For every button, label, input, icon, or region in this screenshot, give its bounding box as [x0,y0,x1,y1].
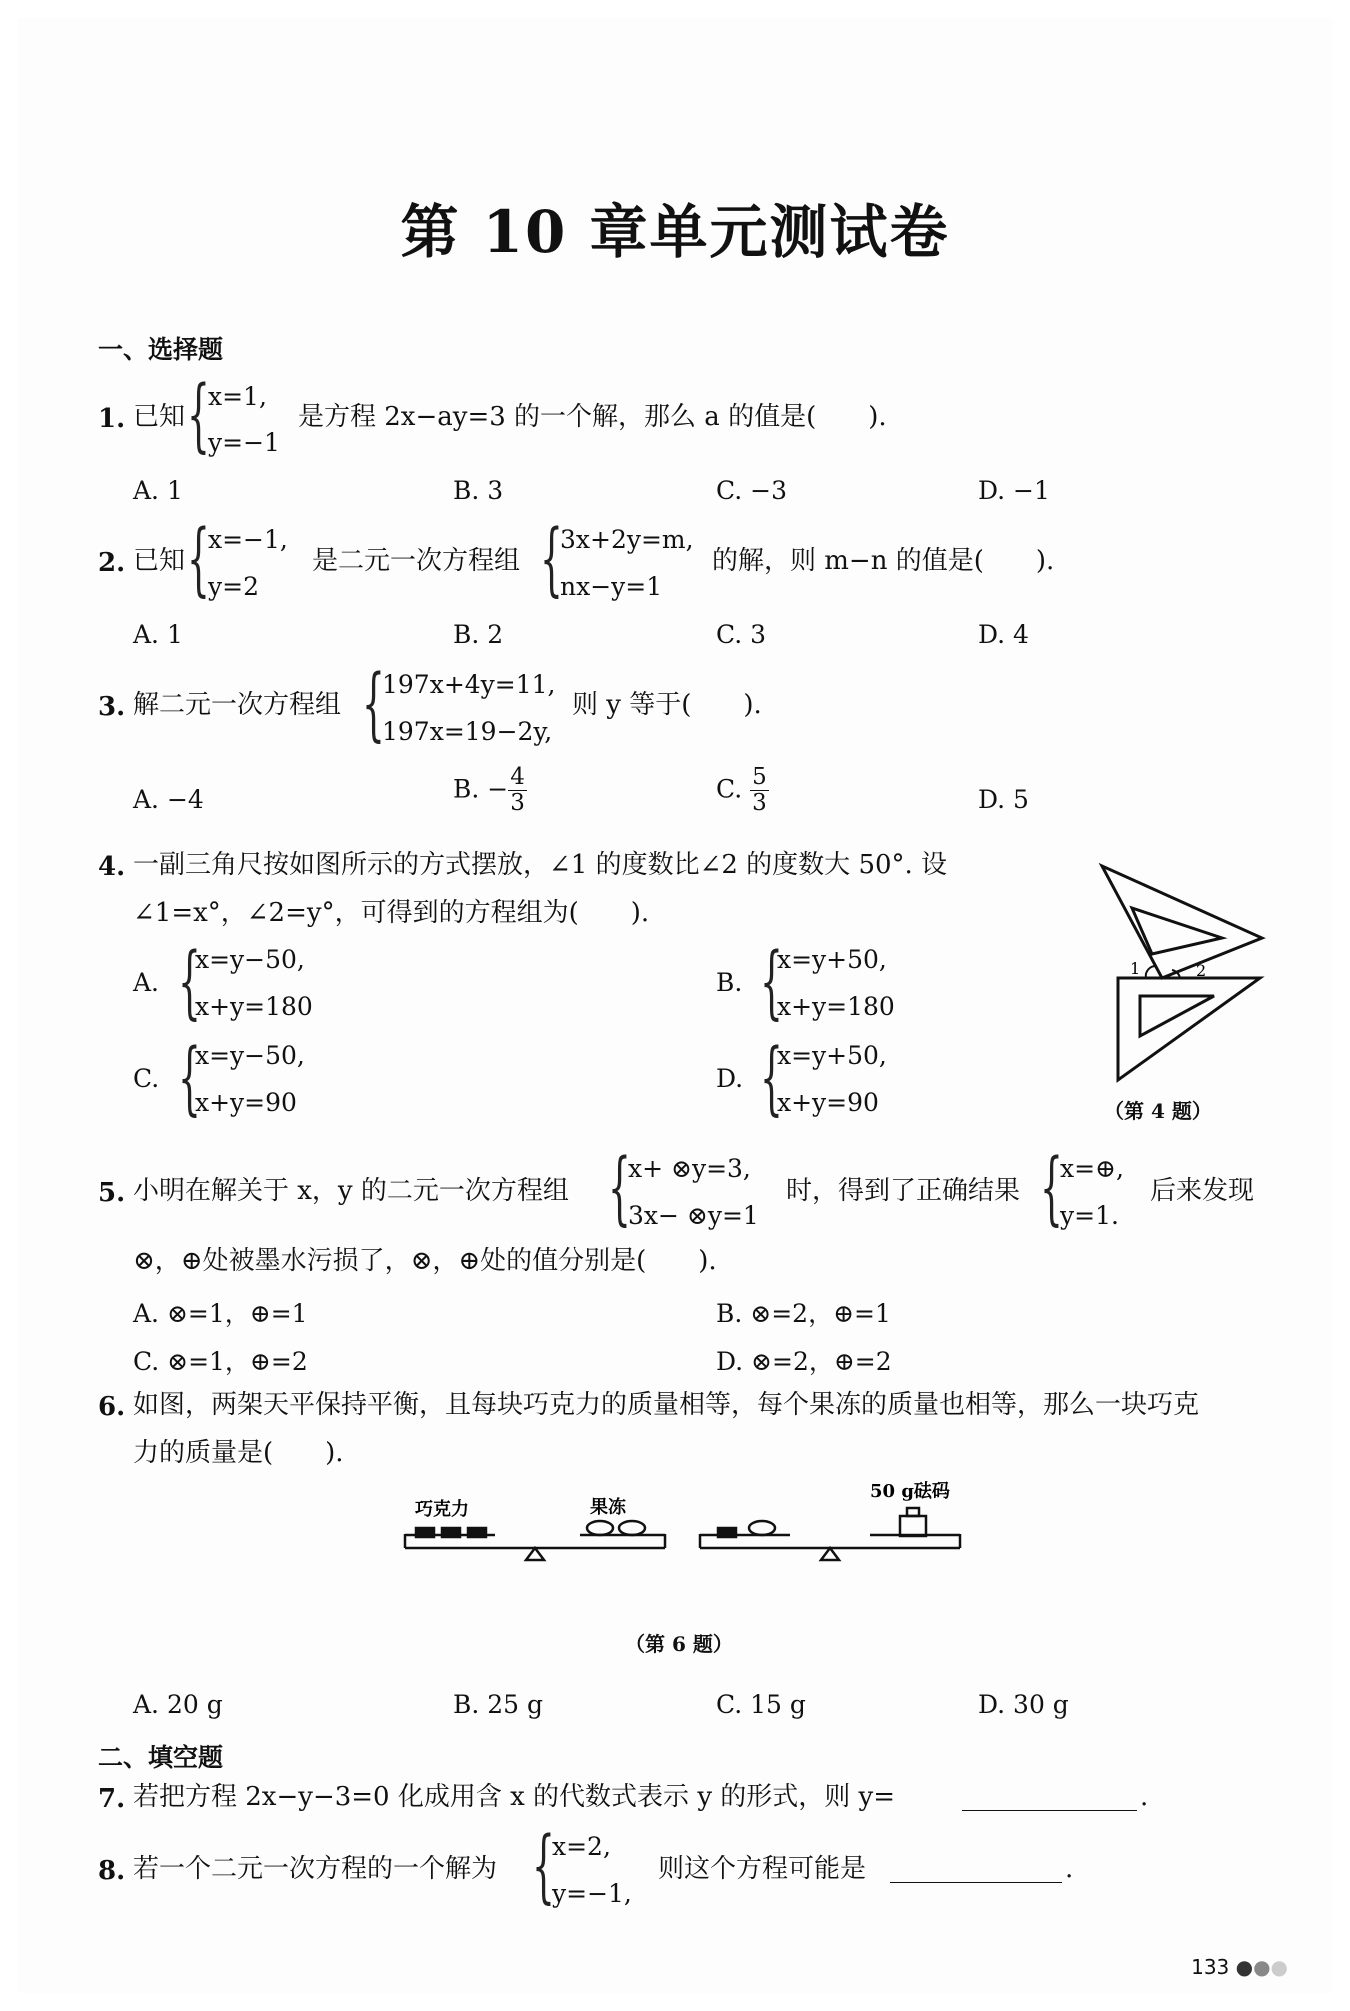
set-squares-figure [1090,858,1270,1088]
equation-line: x+y=180 [777,992,895,1021]
brace-icon: { [187,512,210,605]
question-text: ⊗，⊕处被墨水污损了，⊗，⊕处的值分别是( ). [133,1246,717,1276]
question-text: 如图，两架天平保持平衡，且每块巧克力的质量相等，每个果冻的质量也相等，那么一块巧克 [133,1390,1200,1420]
brace-icon: { [532,1819,555,1912]
option-label: B. [716,968,743,997]
option-b[interactable]: B. 2 [453,620,504,649]
equation-line: x=⊕, [1060,1154,1124,1183]
page-number [1191,1955,1288,1979]
equation-line: y=−1, [552,1879,632,1908]
brace-icon: { [608,1141,631,1234]
equation-line: x=2, [552,1832,611,1861]
fraction-numerator: 4 [510,764,525,790]
brace-icon: { [362,657,385,750]
question-text: 后来发现 [1150,1176,1255,1206]
equation-line: 197x+4y=11, [382,670,556,699]
option-d[interactable]: D. 30 g [978,1690,1069,1719]
option-d[interactable]: D. 5 [978,785,1029,814]
figure-caption: （第 4 题） [1104,1099,1212,1123]
equation-line: x=1, [208,382,267,411]
question-text: 是二元一次方程组 [312,546,521,576]
weight-icon [900,1516,926,1536]
option-d[interactable]: D. −1 [978,476,1050,505]
option-b[interactable] [453,765,527,817]
page-title: 第 10 章单元测试卷 [400,198,950,266]
option-b[interactable]: B. ⊗=2，⊕=1 [716,1299,891,1328]
option-label: A. [133,968,160,997]
fraction [508,765,527,817]
label-jelly: 果冻 [590,1497,626,1518]
equation-line: y=1. [1060,1201,1119,1230]
equation-line: 197x=19−2y, [382,717,553,746]
jelly-icon [749,1521,775,1535]
angle-1-label: 1 [1130,959,1141,978]
equation-line: y=2 [208,572,259,601]
equation-line: x=y+50, [777,1041,887,1070]
brace-icon: { [760,1031,783,1124]
angle-2-label: 2 [1196,961,1207,980]
fulcrum-icon [526,1548,544,1560]
brace-icon: { [178,935,201,1028]
equation-line: x=y−50, [195,945,305,974]
answer-blank[interactable] [890,1858,1062,1883]
fraction-numerator: 5 [752,764,767,790]
answer-blank[interactable] [962,1786,1137,1811]
option-label: B. − [453,774,509,804]
section-heading-choice: 一、选择题 [98,335,224,364]
question-text: 已知 [133,402,186,432]
fraction-denominator: 3 [752,790,767,817]
question-number: 1. [98,404,126,434]
option-a[interactable]: A. 20 g [133,1690,223,1719]
brace-icon: { [540,512,563,605]
equation-line: x+y=90 [777,1088,879,1117]
fraction [750,765,769,817]
label-weight: 50 g砝码 [870,1481,950,1502]
fulcrum-icon [821,1548,839,1560]
equation-line: x+y=180 [195,992,313,1021]
equation-line: y=−1 [208,428,280,457]
option-c[interactable] [716,765,769,817]
chocolate-icon [718,1528,736,1537]
chocolate-icon [468,1528,486,1537]
question-text: 若把方程 2x−y−3=0 化成用含 x 的代数式表示 y 的形式，则 y= [133,1782,896,1812]
brace-icon: { [187,368,210,461]
upper-triangle [1102,866,1262,978]
question-text: 若一个二元一次方程的一个解为 [133,1854,498,1884]
equation-line: nx−y=1 [560,572,663,601]
lower-triangle-inner [1140,996,1214,1036]
question-text: ∠1=x°，∠2=y°，可得到的方程组为( ). [133,898,650,928]
equation-line: 3x+2y=m, [560,525,694,554]
question-number: 8. [98,1856,126,1886]
weight-knob [907,1508,919,1516]
equation-line: x=−1, [208,525,288,554]
jelly-icon [587,1521,613,1535]
option-c[interactable] [133,1064,159,1093]
question-number: 5. [98,1178,126,1208]
chocolate-icon [416,1528,434,1537]
question-text: 力的质量是( ). [133,1438,344,1468]
fraction-denominator: 3 [510,790,525,817]
option-a[interactable]: A. ⊗=1，⊕=1 [133,1299,308,1328]
option-b[interactable] [716,968,742,997]
equation-line: x+ ⊗y=3, [628,1154,751,1183]
page-number-text: 133 [1191,1955,1230,1979]
question-text: 小明在解关于 x，y 的二元一次方程组 [133,1176,569,1206]
question-text: . [1140,1782,1149,1812]
brace-icon: { [178,1031,201,1124]
option-c[interactable]: C. 15 g [716,1690,806,1719]
equation-line: 3x− ⊗y=1 [628,1201,759,1230]
option-label: C. [133,1064,160,1093]
question-text: 则 y 等于( ). [572,690,762,720]
option-a[interactable] [133,968,159,997]
brace-icon: { [1040,1141,1063,1234]
dots-icon: ● [1253,1955,1271,1979]
brace-icon: { [760,935,783,1028]
label-chocolate: 巧克力 [415,1499,469,1520]
equation-line: x=y+50, [777,945,887,974]
option-b[interactable]: B. 25 g [453,1690,544,1719]
equation-line: x=y−50, [195,1041,305,1070]
option-a[interactable]: A. −4 [133,785,204,814]
question-number: 3. [98,692,126,722]
option-label: C. [716,774,743,804]
question-text: 解二元一次方程组 [133,690,342,720]
figure-caption: （第 6 题） [625,1632,733,1656]
question-text: 已知 [133,546,186,576]
question-number: 7. [98,1784,126,1814]
question-text: . [1065,1854,1074,1884]
option-d[interactable] [716,1064,743,1093]
chocolate-icon [442,1528,460,1537]
question-text: 则这个方程可能是 [658,1854,867,1884]
equation-line: x+y=90 [195,1088,297,1117]
option-c[interactable]: C. 3 [716,620,767,649]
question-text: 时，得到了正确结果 [786,1176,1021,1206]
jelly-icon [619,1521,645,1535]
option-label: D. [716,1064,744,1093]
angle-1-arc [1146,966,1156,978]
question-text: 的解，则 m−n 的值是( ). [712,546,1055,576]
dots-icon: ● [1270,1955,1288,1979]
option-b[interactable]: B. 3 [453,476,504,505]
question-text: 一副三角尺按如图所示的方式摆放，∠1 的度数比∠2 的度数大 50°. 设 [133,850,948,880]
balance-figure [400,1470,990,1590]
section-heading-fill: 二、填空题 [98,1743,224,1772]
dots-icon: ● [1235,1955,1254,1979]
question-number: 6. [98,1392,126,1422]
question-text: 是方程 2x−ay=3 的一个解，那么 a 的值是( ). [298,402,887,432]
option-a[interactable]: A. 1 [133,620,183,649]
option-d[interactable]: D. 4 [978,620,1029,649]
option-a[interactable]: A. 1 [133,476,183,505]
question-number: 2. [98,548,126,578]
option-d[interactable]: D. ⊗=2，⊕=2 [716,1347,892,1376]
question-number: 4. [98,852,126,882]
option-c[interactable]: C. ⊗=1，⊕=2 [133,1347,308,1376]
option-c[interactable]: C. −3 [716,476,787,505]
